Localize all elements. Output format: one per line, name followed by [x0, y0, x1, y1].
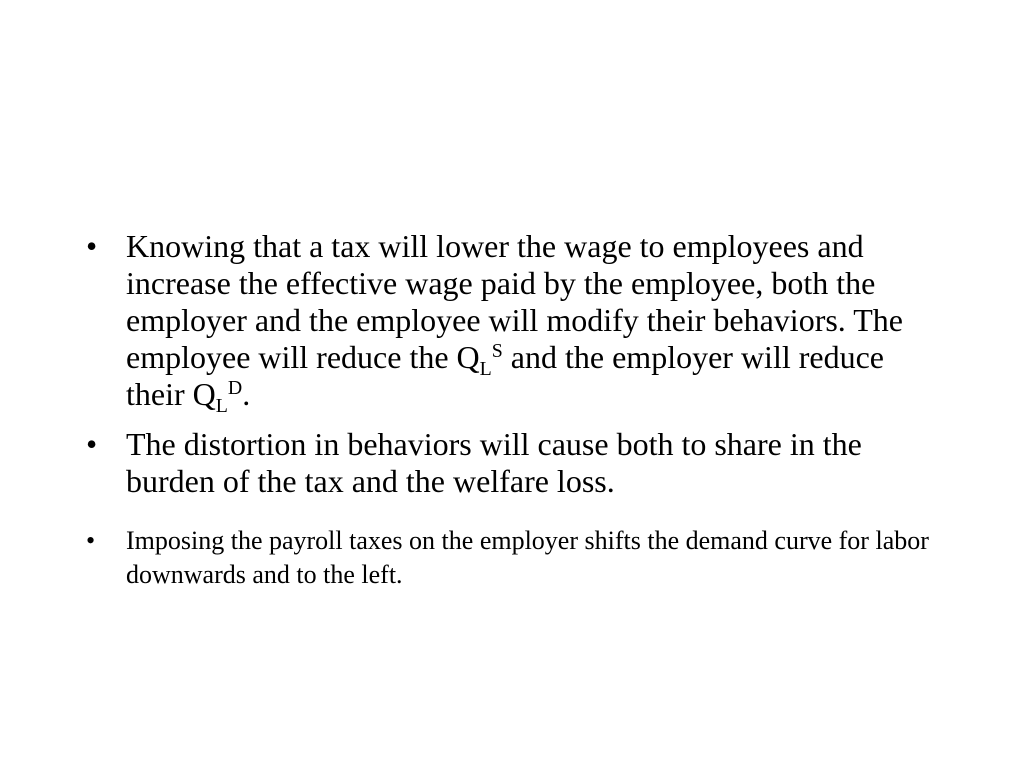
bullet-3-text: Imposing the payroll taxes on the employer shifts the demand curve for labor downwards and to the left.: [126, 526, 929, 589]
bullet-1-text-c: .: [242, 376, 251, 412]
bullet-2-text: The distortion in behaviors will cause both to share in the burden of the tax and the welfare loss.: [126, 426, 862, 499]
bullet-1-superscript-1: S: [491, 340, 503, 363]
bullet-item-2: [86, 426, 946, 500]
bullet-1-subscript-1: L: [479, 357, 492, 380]
bullet-dot-icon: •: [86, 228, 98, 264]
bullet-1-subscript-2: L: [215, 394, 228, 417]
bullet-1-superscript-2: D: [227, 377, 243, 400]
bullet-item-1: [86, 228, 946, 417]
bullet-item-3: [86, 524, 946, 592]
bullet-1-text-b: and the employer will reduce their Q: [126, 339, 884, 412]
bullet-dot-icon: •: [86, 426, 98, 462]
bullet-1-text-a: Knowing that a tax will lower the wage to employees and increase the effective wage paid by the employee, both the employer and the employee will modify their behaviors. The employee will reduce the Q: [126, 228, 903, 375]
bullet-list: [86, 228, 946, 592]
bullet-dot-icon: •: [86, 526, 96, 555]
